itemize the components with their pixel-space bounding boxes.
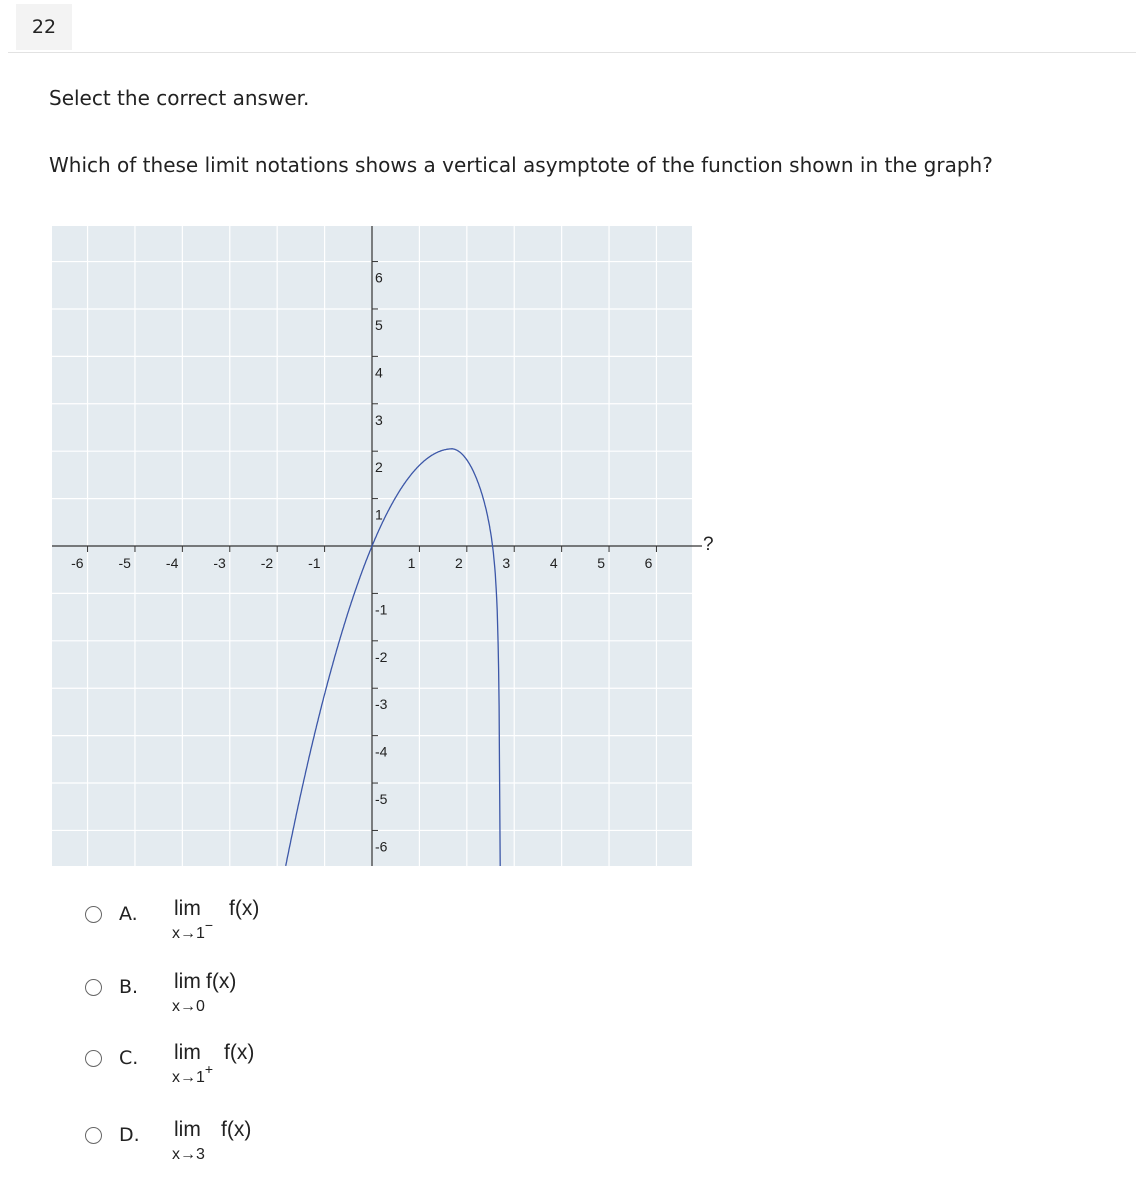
x-tick-label: 3 (502, 555, 511, 571)
option-letter: B. (119, 976, 139, 998)
limit-function: f(x) (224, 1041, 255, 1064)
x-tick-label: 2 (455, 555, 463, 571)
answer-option-b[interactable] (85, 970, 345, 1046)
limit-function: f(x) (221, 1118, 252, 1141)
y-tick-label: -5 (375, 791, 388, 808)
radio-button-a[interactable] (85, 906, 102, 923)
limit-approach: x→0 (172, 998, 205, 1015)
lim-operator: lim (174, 1041, 201, 1064)
limit-approach: x→1 (172, 1069, 205, 1086)
y-tick-label: -2 (375, 648, 388, 665)
function-graph (52, 226, 724, 866)
question-number: 22 (16, 4, 72, 50)
radio-button-b[interactable] (85, 979, 102, 996)
answer-option-a[interactable] (85, 897, 345, 973)
limit-subscript (172, 1146, 205, 1164)
x-tick-label: 1 (407, 555, 416, 571)
x-tick-label: -5 (118, 555, 131, 571)
question-prompt: Which of these limit notations shows a vertical asymptote of the function shown in the graph? (49, 153, 993, 177)
radio-button-c[interactable] (85, 1050, 102, 1067)
option-letter: A. (119, 903, 138, 925)
lim-operator: lim (174, 1118, 201, 1141)
limit-subscript (172, 998, 205, 1016)
limit-approach: x→1 (172, 925, 205, 942)
y-tick-label: 1 (375, 506, 383, 523)
limit-direction: + (204, 1061, 214, 1077)
limit-subscript (172, 1061, 214, 1087)
y-tick-label: 3 (375, 411, 383, 428)
radio-button-d[interactable] (85, 1127, 102, 1144)
limit-direction: − (204, 917, 214, 933)
x-tick-label: -3 (213, 555, 226, 571)
y-tick-label: -6 (375, 838, 388, 855)
instruction-text: Select the correct answer. (49, 86, 310, 110)
question-header (8, 0, 1136, 53)
x-tick-label: 4 (549, 555, 558, 571)
y-tick-label: 2 (375, 459, 383, 476)
y-tick-label: -4 (375, 743, 388, 760)
x-tick-label: 6 (644, 555, 653, 571)
x-tick-label: -4 (165, 555, 179, 571)
y-tick-label: 6 (375, 269, 383, 286)
answer-option-c[interactable] (85, 1041, 345, 1117)
limit-subscript (172, 917, 214, 943)
lim-operator: lim (174, 970, 201, 993)
x-tick-label: -1 (308, 555, 321, 571)
limit-approach: x→3 (172, 1146, 205, 1163)
graph-svg (52, 226, 724, 866)
option-letter: D. (119, 1124, 140, 1146)
y-tick-label: -3 (375, 696, 388, 713)
x-tick-label: -6 (71, 555, 84, 571)
y-tick-label: 4 (375, 364, 383, 381)
y-tick-label: 5 (375, 316, 383, 333)
x-tick-label: -2 (260, 555, 274, 571)
help-question-mark[interactable]: ? (703, 534, 714, 555)
limit-function: f(x) (206, 970, 237, 993)
y-tick-label: -1 (375, 601, 388, 618)
option-letter: C. (119, 1047, 139, 1069)
lim-operator: lim (174, 897, 201, 920)
x-tick-label: 5 (597, 555, 606, 571)
limit-function: f(x) (229, 897, 260, 920)
